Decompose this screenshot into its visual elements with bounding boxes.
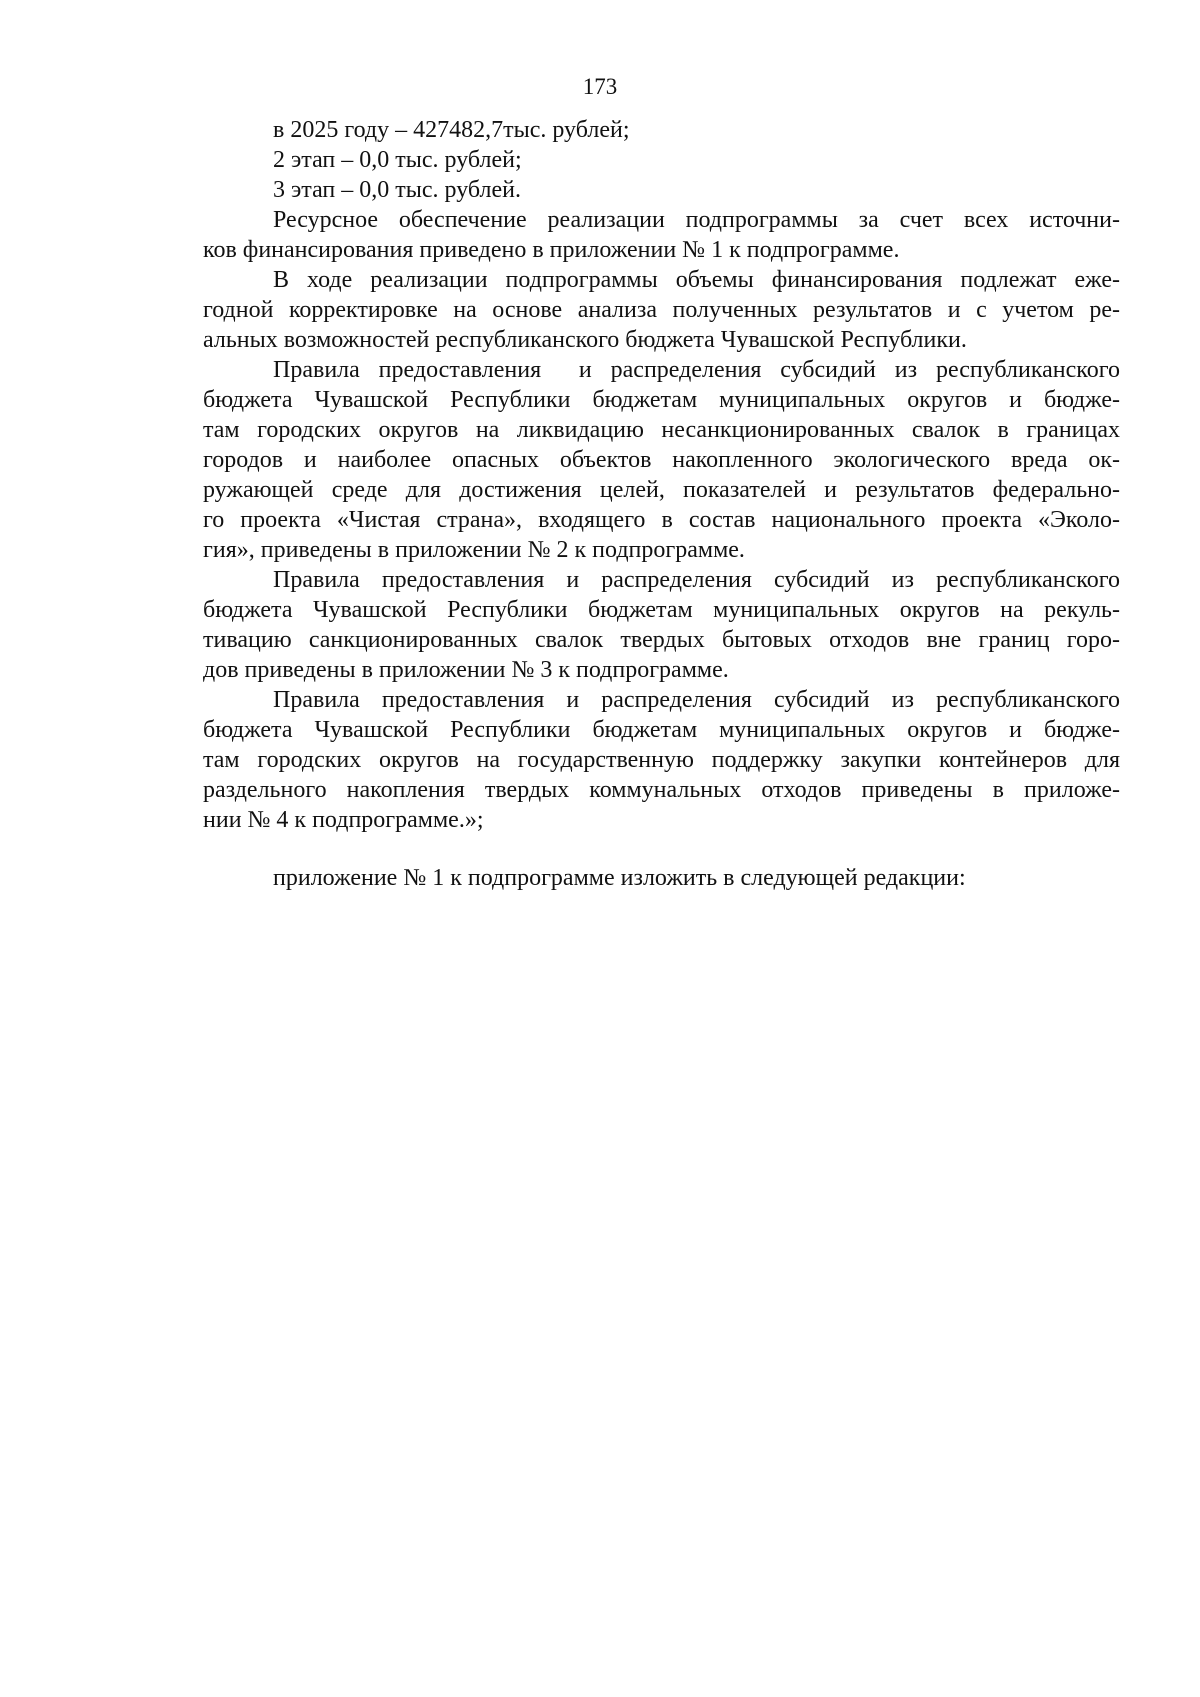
text-line: бюджета Чувашской Республики бюджетам муниципальных округов на рекуль- <box>203 597 1120 623</box>
text-line: там городских округов на государственную поддержку закупки контейнеров для <box>203 747 1120 773</box>
text-line: Правила предоставления и распределения субсидий из республиканского <box>273 687 1120 713</box>
text-line: тивацию санкционированных свалок твердых бытовых отходов вне границ горо- <box>203 627 1120 653</box>
text-line: альных возможностей республиканского бюджета Чувашской Республики. <box>203 327 967 353</box>
text-line: ков финансирования приведено в приложении № 1 к подпрограмме. <box>203 237 900 263</box>
text-line: дов приведены в приложении № 3 к подпрограмме. <box>203 657 729 683</box>
text-line: 2 этап – 0,0 тыс. рублей; <box>273 147 522 173</box>
text-line: Правила предоставления и распределения субсидий из республиканского <box>273 567 1120 593</box>
text-line: Ресурсное обеспечение реализации подпрограммы за счет всех источни- <box>273 207 1120 233</box>
text-line: годной корректировке на основе анализа полученных результатов и с учетом ре- <box>203 297 1120 323</box>
paragraph <box>203 175 1120 205</box>
paragraph-spacer <box>203 835 1120 863</box>
text-line: 3 этап – 0,0 тыс. рублей. <box>273 177 521 203</box>
paragraph <box>203 115 1120 145</box>
text-line: ружающей среде для достижения целей, показателей и результатов федерально- <box>203 477 1120 503</box>
text-line: бюджета Чувашской Республики бюджетам муниципальных округов и бюдже- <box>203 717 1120 743</box>
page-number: 173 <box>582 74 618 99</box>
text-line: нии № 4 к подпрограмме.»; <box>203 807 484 833</box>
text-line: Правила предоставления и распределения субсидий из республиканского <box>273 357 1120 383</box>
text-line: бюджета Чувашской Республики бюджетам муниципальных округов и бюдже- <box>203 387 1120 413</box>
paragraph <box>203 205 1120 265</box>
text-line: гия», приведены в приложении № 2 к подпрограмме. <box>203 537 745 563</box>
paragraph <box>203 145 1120 175</box>
document-body <box>203 115 1120 893</box>
text-line: там городских округов на ликвидацию несанкционированных свалок в границах <box>203 417 1120 443</box>
paragraph <box>203 685 1120 835</box>
text-line: В ходе реализации подпрограммы объемы финансирования подлежат еже- <box>273 267 1120 293</box>
text-line: приложение № 1 к подпрограмме изложить в следующей редакции: <box>273 865 966 891</box>
text-line: в 2025 году – 427482,7тыс. рублей; <box>273 117 630 143</box>
paragraph <box>203 265 1120 355</box>
text-line: городов и наиболее опасных объектов накопленного экологического вреда ок- <box>203 447 1120 473</box>
text-line: го проекта «Чистая страна», входящего в состав национального проекта «Эколо- <box>203 507 1120 533</box>
paragraph <box>203 355 1120 565</box>
closing-paragraph <box>203 863 1120 893</box>
text-line: раздельного накопления твердых коммунальных отходов приведены в приложе- <box>203 777 1120 803</box>
paragraph <box>203 565 1120 685</box>
